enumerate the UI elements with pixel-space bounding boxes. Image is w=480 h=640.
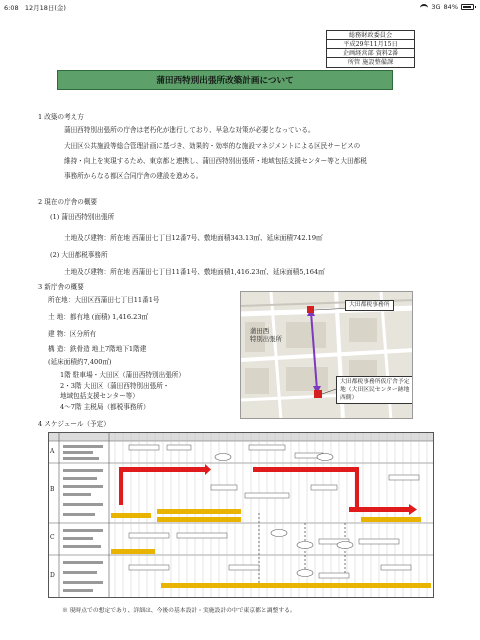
status-time-date bbox=[4, 3, 66, 12]
gantt-graphic bbox=[49, 433, 433, 597]
battery-percent: 84% bbox=[443, 3, 458, 11]
location-map bbox=[240, 291, 413, 419]
schedule-row-label: A bbox=[50, 448, 55, 455]
section-3-line: (延床面積約7,400㎡) bbox=[48, 358, 112, 366]
map-label-tax-office: 大田都税事務所 bbox=[345, 300, 394, 311]
section-4-heading: 4 スケジュール（予定） bbox=[38, 420, 110, 428]
battery-icon bbox=[461, 4, 474, 10]
title-box bbox=[57, 70, 393, 90]
footnote: ※ 現時点での想定であり、詳細は、今後の基本設計・実施設計の中で東京都と調整する。 bbox=[62, 608, 296, 614]
stamp-line-section: 所管 施設整備課 bbox=[347, 59, 394, 66]
section-2-item1-detail: 土地及び建物：所在地 西蒲田七丁目12番7号、敷地面積343.13㎡、延床面積742.19㎡ bbox=[64, 234, 323, 242]
section-2-item2-title: (2) 大田都税事務所 bbox=[50, 251, 108, 259]
stamp-line-committee: 総務財政委員会 bbox=[327, 31, 414, 40]
status-indicators bbox=[420, 3, 474, 11]
section-1-line: 事務所からなる都区合同庁舎の建設を進める。 bbox=[64, 172, 203, 180]
section-1-line: 大田区公共施設等総合管理計画に基づき、効果的・効率的な施設マネジメントによる区民サービスの bbox=[64, 142, 361, 150]
section-3-line: 地域包括支援センター等） bbox=[60, 392, 139, 400]
page-title: 蒲田西特別出張所改築計画について bbox=[156, 76, 294, 86]
schedule-gantt-chart bbox=[48, 432, 434, 598]
status-time: 6:08 bbox=[4, 4, 19, 12]
section-3-heading: 3 新庁舎の概要 bbox=[38, 283, 84, 291]
section-1-line: 蒲田西特別出張所の庁舎は老朽化が進行しており、早急な対策が必要となっている。 bbox=[64, 126, 315, 134]
section-3-line: 土 地：都有地 (面積) 1,416.23㎡ bbox=[48, 313, 149, 321]
schedule-row-label: D bbox=[50, 572, 55, 579]
status-date: 12月18日(金) bbox=[24, 4, 66, 12]
map-label-temporary-site bbox=[336, 376, 413, 404]
stamp-line-document: 企画経営部 資料2番 bbox=[327, 49, 414, 58]
document-stamp bbox=[326, 30, 415, 68]
schedule-row-label: C bbox=[50, 534, 55, 541]
section-2-item2-detail: 土地及び建物：所在地 西蒲田七丁目11番1号、敷地面積1,416.23㎡、延床面積5,164㎡ bbox=[64, 268, 325, 276]
map-label-site-line2: 地（大田区民センター跡地 bbox=[340, 387, 410, 393]
schedule-row-label: B bbox=[50, 486, 55, 493]
section-3-line: 1階 駐車場・大田区（蒲田西特別出張所） bbox=[60, 371, 185, 379]
tax-office-marker bbox=[307, 306, 314, 313]
stamp-line-date: 平成29年11月15日 bbox=[327, 40, 414, 49]
map-label-site-line3: 西側） bbox=[340, 395, 358, 401]
network-label: 3G bbox=[431, 3, 441, 11]
section-1-heading: 1 改築の考え方 bbox=[38, 113, 84, 121]
section-2-item1-title: (1) 蒲田西特別出張所 bbox=[50, 213, 115, 221]
temporary-site-marker bbox=[314, 390, 322, 398]
signal-icon bbox=[420, 4, 428, 10]
map-label-branch: 蒲田西 特別出張所 bbox=[250, 327, 282, 343]
status-bar bbox=[0, 0, 480, 14]
section-3-line: 4～7階 主税局（都税事務所） bbox=[60, 403, 150, 411]
section-3-line: 建 物：区分所有 bbox=[48, 330, 97, 338]
section-3-line: 2・3階 大田区（蒲田西特別出張所・ bbox=[60, 382, 170, 390]
map-label-site-line1: 大田都税事務所仮庁舎予定 bbox=[340, 379, 410, 385]
section-3-line: 所在地：大田区西蒲田七丁目11番1号 bbox=[48, 296, 160, 304]
section-1-line: 維持・向上を実現するため、東京都と連携し、蒲田西特別出張所・地域包括支援センター等と大田都税 bbox=[64, 157, 367, 165]
section-3-line: 構 造：鉄骨造 地上7階地下1階建 bbox=[48, 345, 147, 353]
section-2-heading: 2 現在の庁舎の概要 bbox=[38, 198, 98, 206]
